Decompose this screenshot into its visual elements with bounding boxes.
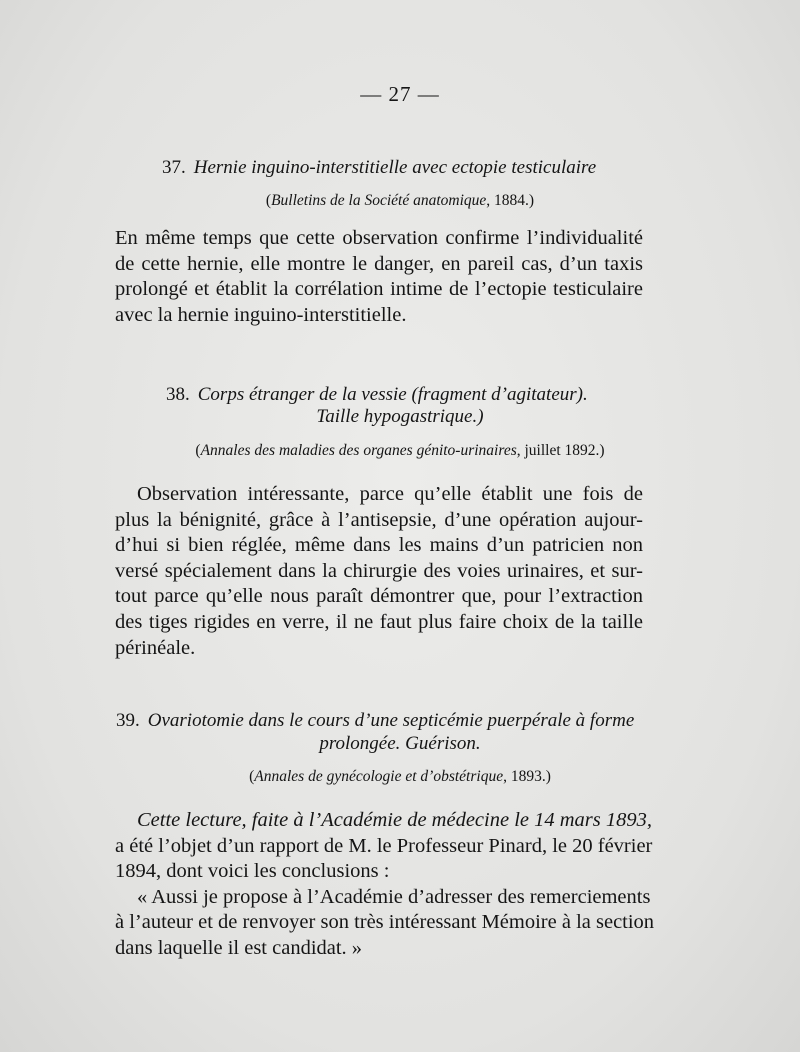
section-title-text: Hernie inguino-interstitielle avec ectopie testiculaire [193, 157, 597, 178]
citation-source: Annales des maladies des organes génito-urinaires [200, 442, 517, 459]
section-number: 37. [162, 157, 186, 178]
section-number: 39. [116, 710, 140, 731]
section-38-title-line2: Taille hypogastrique.) [316, 406, 484, 427]
citation-source: Annales de gynécologie et d’obstétrique [254, 768, 504, 785]
section-number: 38. [166, 384, 190, 405]
section-39-title-line2: prolongée. Guérison. [319, 733, 481, 754]
section-37-citation: (Bulletins de la Société anatomique, 1884.) [265, 192, 535, 209]
page-number: — 27 — [360, 82, 440, 106]
section-37-title [162, 157, 596, 179]
section-39-title: 39. Ovariotomie dans le cours d’une septicémie puerpérale à forme [116, 710, 635, 731]
section-37-paragraph: En même temps que cette observation confirme l’individualité de cette hernie, elle montre le danger, en pareil cas, d’un taxis prolongé et établit la corrélation intime de l’ectopie testiculaire avec la hernie inguino-interstitielle. [115, 227, 643, 326]
section-39-citation: (Annales de gynécologie et d’obstétrique, 1893.) [249, 768, 551, 785]
section-38-title: 38. Corps étranger de la vessie (fragment d’agitateur). [166, 384, 588, 405]
section-38-paragraph: Observation intéressante, parce qu’elle établit une fois de plus la bénignité, grâce à l’antisepsie, d’une opération aujour- d’hui si bien réglée, même dans les mains d’un patricien non versé spécialement dans la chirurgie des voies urinaires, et sur- tout parce qu’elle nous paraît démontrer que, pour l’extraction des tiges rigides en verre, il ne faut plus faire choix de la taille périnéale. [115, 483, 643, 659]
section-39-paragraph: Cette lecture, faite à l’Académie de médecine le 14 mars 1893, a été l’objet d’un rapport de M. le Professeur Pinard, le 20 février 1894, dont voici les conclusions : « Aussi je propose à l’Académie d’adresser des remerciements à l’auteur et de renvoyer son très intéressant Mémoire à la section dans laquelle il est candidat. » [115, 809, 655, 959]
citation-source: Bulletins de la Société anatomique [271, 192, 487, 209]
section-38-citation: (Annales des maladies des organes génito-urinaires, juillet 1892.) [195, 442, 605, 459]
